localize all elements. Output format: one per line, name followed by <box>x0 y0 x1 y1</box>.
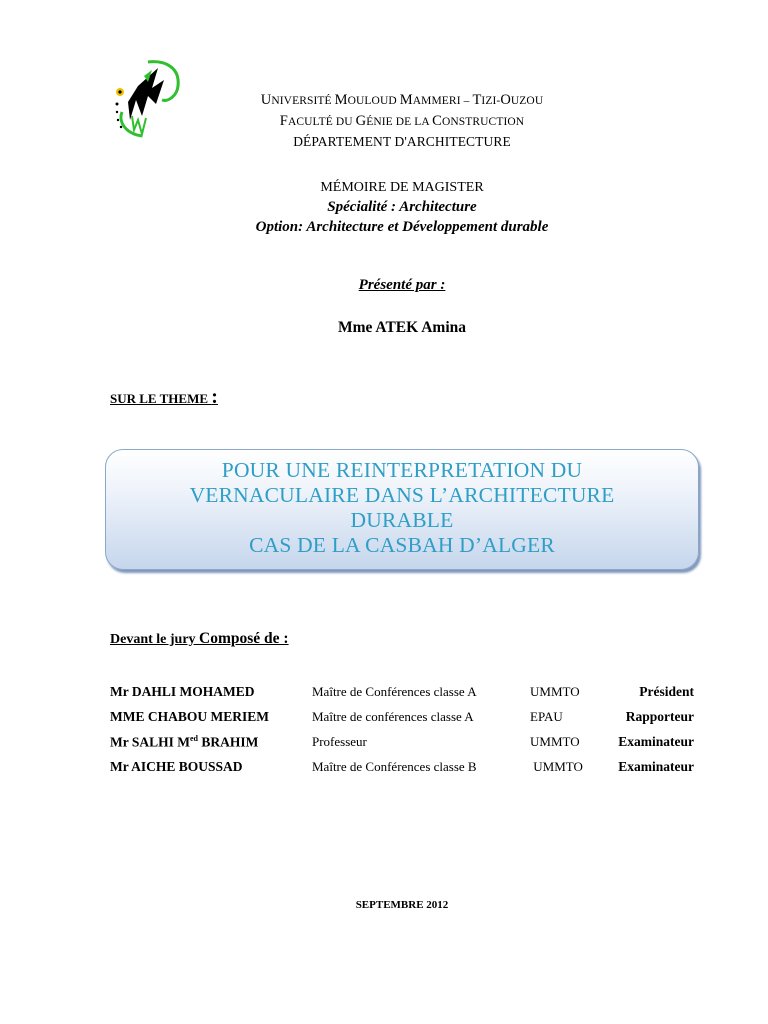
f-rest: ÉNIE DE LA <box>366 116 433 128</box>
jury-member-role: Président <box>639 684 694 699</box>
u-rest: AMMERI – <box>412 95 473 107</box>
f-rest: ONSTRUCTION <box>441 116 525 128</box>
author-name: Mme ATEK Amina <box>337 319 467 336</box>
title-line: VERNACULAIRE DANS L’ARCHITECTURE <box>189 483 615 507</box>
u-rest: OULOUD <box>347 95 400 107</box>
jury-row <box>110 759 694 781</box>
u-rest: UZOU <box>510 95 544 107</box>
name-part: BRAHIM <box>198 734 259 750</box>
jury-label-part2: Composé de : <box>199 630 289 647</box>
defense-date: SEPTEMBRE 2012 <box>355 899 449 911</box>
jury-label-part1: Devant le jury <box>110 632 200 647</box>
u-cap: M <box>399 92 413 108</box>
theme-label-text: SUR LE THEME <box>110 391 209 406</box>
title-line: CAS DE LA CASBAH D’ALGER <box>249 533 555 557</box>
university-name <box>110 90 694 111</box>
theme-label <box>110 386 218 408</box>
jury-member-institution: UMMTO <box>530 734 580 749</box>
u-cap: M <box>334 92 348 108</box>
f-cap: F <box>279 113 288 129</box>
u-rest: NIVERSITÉ <box>271 95 335 107</box>
f-cap: G <box>355 113 367 129</box>
u-cap: O <box>500 92 511 108</box>
jury-member-title: Maître de Conférences classe B <box>312 759 477 774</box>
jury-row <box>110 709 694 731</box>
speciality: Spécialité : Architecture <box>327 199 477 215</box>
name-superscript: ed <box>190 734 198 743</box>
jury-row <box>110 734 694 756</box>
presented-by-block <box>110 276 694 294</box>
thesis-title-box <box>105 449 699 570</box>
title-line: POUR UNE REINTERPRETATION DU <box>221 458 583 482</box>
option: Option: Architecture et Développement durable <box>255 219 549 235</box>
jury-member-name <box>110 734 258 751</box>
faculty-name <box>110 111 694 132</box>
memoire-block <box>110 178 694 237</box>
f-cap: C <box>432 113 442 129</box>
jury-member-name: Mr AICHE BOUSSAD <box>110 759 243 774</box>
institution-header <box>110 90 694 152</box>
department-name: DÉPARTEMENT D'ARCHITECTURE <box>293 134 511 149</box>
jury-member-name: MME CHABOU MERIEM <box>110 709 269 724</box>
jury-member-role: Examinateur <box>618 759 694 774</box>
title-line: DURABLE <box>350 508 454 532</box>
jury-member-title: Professeur <box>312 734 367 749</box>
u-cap: T <box>472 92 482 108</box>
u-cap: U <box>260 92 272 108</box>
name-part: Mr SALHI M <box>110 734 190 750</box>
jury-member-institution: UMMTO <box>530 684 580 699</box>
jury-member-title: Maître de Conférences classe A <box>312 684 477 699</box>
u-rest: IZI- <box>481 95 501 107</box>
jury-member-name: Mr DAHLI MOHAMED <box>110 684 255 699</box>
memoire-type: MÉMOIRE DE MAGISTER <box>320 180 484 195</box>
f-rest: ACULTÉ DU <box>287 116 356 128</box>
presented-by-label: Présenté par : <box>358 277 446 293</box>
jury-member-institution: EPAU <box>530 709 563 724</box>
jury-member-role: Examinateur <box>618 734 694 749</box>
jury-member-title: Maître de conférences classe A <box>312 709 474 724</box>
theme-colon: : <box>211 386 218 408</box>
jury-member-role: Rapporteur <box>625 709 694 724</box>
jury-member-institution: UMMTO <box>530 759 583 774</box>
jury-row <box>110 684 694 706</box>
author-block <box>110 319 694 337</box>
jury-label <box>110 630 289 648</box>
